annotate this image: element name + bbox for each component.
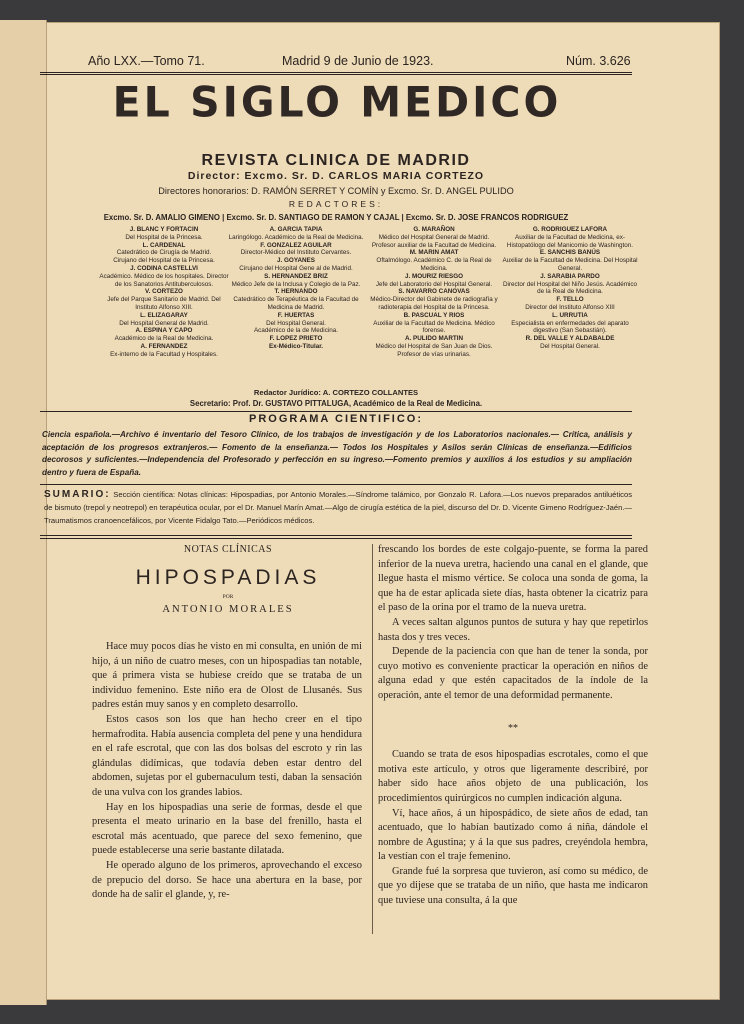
article-author: ANTONIO MORALES: [162, 604, 294, 615]
editors-column-4: [502, 226, 638, 351]
editors-column-1: [96, 226, 232, 359]
paragraph: Cuando se trata de esos hipospadias escrotales, como el que motiva este artículo, y otros que ligeramente describiré, por haber sido hace años objeto de una publicación, los procedimientos quirúrgicos no cumplen indicación alguna.: [378, 749, 648, 804]
paragraph: Depende de la paciencia con que han de tener la sonda, por cuyo motivo es conveniente practicar la operación en niños de alguna edad y que estén capacitados de la índole de la operación, ante el temor de una deformidad permanente.: [378, 646, 648, 701]
editor-entry: Jefe del Laboratorio del Hospital General.: [375, 280, 493, 288]
editor-entry: S. NAVARRO CANOVAS: [398, 288, 470, 296]
editor-entry: F. LOPEZ PRIETO: [269, 335, 323, 343]
editor-entry: Del Hospital General.: [266, 319, 326, 327]
paragraph: Hace muy pocos días he visto en mi consulta, en unión de mi hijo, á un niño de cuatro meses, con un hipospadias tan notable, que á primera vista se hubiese creído que se trataba de un individuo femenino. Este niño era de Olost de Llusanés. Sus padres están muy sanos y en completo desarrollo.: [92, 641, 362, 711]
editor-entry: J. CODINA CASTELLVI: [130, 264, 198, 272]
editor-entry: Médico del Hospital de San Juan de Dios. Profesor de vías urinarias.: [375, 342, 493, 358]
editor-entry: B. PASCUAL Y RIOS: [403, 311, 465, 319]
paragraph: He operado alguno de los primeros, aprovechando el exceso de prepucio del dorso. Se hace una abertura en la base, por donde ha de salir el glande, y, re-: [92, 859, 362, 901]
editor-entry: Laringólogo. Académico de la Real de Medicina.: [228, 233, 364, 241]
year-volume: Año LXX.—Tomo 71.: [88, 54, 205, 68]
editor-entry: Oftalmólogo. Académico C. de la Real de Medicina.: [376, 257, 492, 272]
editor-entry: Académico de la Real de Medicina.: [114, 335, 214, 343]
editor-entry: Ex-interno de la Facultad y Hospitales.: [110, 350, 218, 358]
section-separator: **: [508, 722, 518, 734]
editor-entry: Director-Médico del Instituto Cervantes.: [240, 249, 352, 257]
editor-entry: Especialista en enfermedades del aparato digestivo (San Sebastián).: [511, 319, 629, 335]
editor-entry: Del Hospital General.: [540, 342, 600, 350]
editor-entry: Médico del Hospital General de Madrid. Profesor auxiliar de la Facultad de Medicina.: [371, 233, 497, 249]
editor-entry: L. CARDENAL: [142, 241, 186, 249]
editor-entry: A. GARCIA TAPIA: [269, 226, 323, 233]
editor-entry: F. TELLO: [556, 296, 584, 304]
secretary-rule: [40, 411, 632, 412]
header-rule-2: [40, 74, 632, 75]
editor-entry: Director del Hospital del Niño Jesús. Académico de la Real de Medicina.: [502, 280, 638, 296]
editor-entry: J. MOURIZ RIESGO: [404, 272, 464, 280]
program-text: Ciencia española.—Archivo é inventario del Tesoro Clínico, de los trabajos de investigación y de los Laboratorios nacionales.— Crítica, análisis y aceptación de los progresos extranjeros.— Fomento de la enseñanza.— Todos los Hospitales y Asilos serán Clínicas de enseñanza.—Edificios decorosos y suficientes.—Independencia del Profesorado y perfección en su ingreso.—Fomento premios y auxilios á los estudios y su ampliación dentro y fuera de España.: [42, 430, 632, 477]
paragraph: Estos casos son los que han hecho creer en el tipo hermafrodita. Había ausencia completa del pene y una hendidura en el rafe escrotal, que con las dos bolsas del escroto y rin las glándulas didímicas, que todavía deben estar dentro del abdomen, sujetas por el gubernaculum testi, daban la sensación de una vulva con los grandes labios.: [92, 713, 362, 798]
editor-entry: L. URRUTIA: [552, 311, 588, 319]
program-rule: [40, 484, 632, 485]
editor-entry: M. MARIN AMAT: [409, 249, 459, 257]
editor-entry: Del Hospital General de Madrid.: [119, 319, 209, 327]
redactores-top: Excmo. Sr. D. AMALIO GIMENO | Excmo. Sr. D. SANTIAGO DE RAMON Y CAJAL | Excmo. Sr. D. JOSE FRANCOS RODRIGUEZ: [103, 213, 569, 222]
editor-entry: Cirujano del Hospital de la Princesa.: [113, 257, 215, 265]
editor-entry: G. RODRIGUEZ LAFORA: [532, 226, 608, 233]
masthead-title: EL SIGLO MEDICO: [112, 77, 562, 127]
editor-entry: F. GONZALEZ AGUILAR: [260, 241, 332, 249]
editors-column-3: [366, 226, 502, 359]
editor-entry: Cirujano del Hospital Gene al de Madrid.: [239, 264, 353, 272]
section-title: NOTAS CLÍNICAS: [183, 544, 273, 555]
editor-entry: T. HERNANDO: [274, 288, 318, 296]
editor-entry: Médico Jefe de la Inclusa y Colegio de la Paz.: [231, 280, 361, 288]
subtitle: REVISTA CLINICA DE MADRID: [201, 152, 471, 169]
header-rule: [40, 72, 632, 73]
editor-entry: A. ESPINA Y CAPO: [135, 327, 193, 335]
article-right-column: [378, 543, 648, 909]
sumario-text: Sección científica: Notas clínicas: Hipospadias, por Antonio Morales.—Síndrome talámico, por Gonzalo R. Lafora.—Los nuevos preparados antiluéticos de bismuto (trepol y neotrepol) en terapéutica ocular, por el Dr. Manuel Marín Amat.—Algo de cirugía estética de la piel, discurso del Dr. D. Vicente Gimeno Rodríguez-Jaén.—Traumatismos cranoencefálicos, por Vicente Fidalgo Tato.—Periódicos médicos.: [44, 490, 632, 525]
program-heading: PROGRAMA CIENTIFICO:: [248, 413, 424, 425]
editor-entry: Del Hospital de la Princesa.: [125, 233, 203, 241]
editor-entry: Académico. Médico de los hospitales. Director de los Sanatorios Antituberculosos.: [99, 272, 229, 288]
director-line: Director: Excmo. Sr. D. CARLOS MARIA CORTEZO: [187, 170, 485, 182]
editor-entry: Auxiliar de la Facultad de Medicina. Médico forense.: [373, 319, 495, 335]
sumario-rule: [40, 535, 632, 536]
sumario: [44, 489, 632, 527]
sumario-rule-2: [40, 538, 632, 539]
editor-entry: Auxiliar de la Facultad de Medicina, ex-Histopatólogo del Manicomio de Washington.: [506, 233, 634, 249]
editor-entry: J. BLANC Y FORTACIN: [129, 226, 199, 233]
paragraph: Ví, hace años, á un hipospádico, de siete años de edad, tan acentuado, que lo habían bautizado como á niña, dándole el nombre de Agustina; y á la que sus padres, creyéndola hembra, la vestían con el traje femenino.: [378, 807, 648, 863]
editor-entry: Catedrático de Terapéutica de la Facultad de Medicina de Madrid.: [233, 296, 359, 311]
issue-date: Madrid 9 de Junio de 1923.: [282, 54, 434, 68]
editors-column-2: [226, 226, 366, 351]
editor-entry: L. ELIZAGARAY: [140, 311, 188, 319]
editor-entry: Auxiliar de la Facultad de Medicina. Del Hospital General.: [502, 257, 638, 272]
editor-entry: A. FERNANDEZ: [140, 342, 188, 350]
paragraph: Hay en los hipospadias una serie de formas, desde el que presenta el meato urinario en la base del frenillo, hasta el escrotal más acentuado, que parece del sexo femenino, que puede establecerse una serie bastante dilatada.: [92, 801, 362, 857]
article-left-column: [92, 640, 362, 903]
sumario-label: SUMARIO:: [44, 489, 111, 500]
editor-entry: J. GOYANES: [277, 257, 315, 265]
redactores-heading: REDACTORES:: [288, 199, 384, 209]
editor-entry: J. SARABIA PARDO: [540, 272, 600, 280]
editor-entry: A. PULIDO MARTIN: [404, 335, 464, 343]
secretary: Secretario: Prof. Dr. GUSTAVO PITTALUGA, Académico de la Real de Medicina.: [189, 399, 483, 408]
editor-entry: S. HERNANDEZ BRIZ: [264, 272, 328, 280]
editor-entry: Ex-Médico-Titular.: [268, 342, 324, 350]
legal-editor: Redactor Jurídico: A. CORTEZO COLLANTES: [253, 388, 419, 397]
paragraph: frescando los bordes de este colgajo-puente, se forma la pared inferior de la nueva uretra, haciendo una canal en el glande, que llegue hasta el mismo vértice. Se coloca una sonda de goma, la que ha de estar aplicada siete días, hasta obtener la cicatriz para el paso de la orina por el tramo de la nueva uretra.: [378, 544, 648, 614]
byline-por: POR: [222, 594, 234, 600]
editor-entry: Catedrático de Cirugía de Madrid.: [116, 249, 212, 257]
editor-entry: Jefe del Parque Sanitario de Madrid. Del Instituto Alfonso XIII.: [107, 296, 221, 311]
editor-entry: E. SANCHIS BANÚS: [539, 249, 601, 257]
article-title: HIPOSPADIAS: [135, 566, 321, 589]
editor-entry: F. HUERTAS: [277, 311, 315, 319]
editor-entry: V. CORTEZO: [145, 288, 183, 296]
honorary-directors: Directores honorarios: D. RAMÓN SERRET Y COMÍN y Excmo. Sr. D. ANGEL PULIDO: [158, 186, 514, 196]
editor-entry: Médico-Director del Gabinete de radiografía y radioterapia del Hospital de la Princesa.: [370, 296, 498, 311]
editor-entry: G. MARAÑON: [413, 226, 455, 233]
paragraph: Grande fué la sorpresa que tuvieron, así como su médico, de que yo dijese que se trataba de un niño, que hasta me indicaron que tuviese una consulta, á la que: [378, 865, 648, 907]
editor-entry: R. DEL VALLE Y ALDABALDE: [525, 335, 615, 343]
paragraph: A veces saltan algunos puntos de sutura y hay que repetirlos hasta dos y tres veces.: [378, 616, 648, 643]
column-divider: [372, 544, 373, 934]
editor-entry: Director del Instituto Alfonso XIII: [525, 303, 615, 311]
issue-number: Núm. 3.626: [566, 54, 631, 68]
editor-entry: Académico de la de Medicina.: [253, 327, 338, 335]
